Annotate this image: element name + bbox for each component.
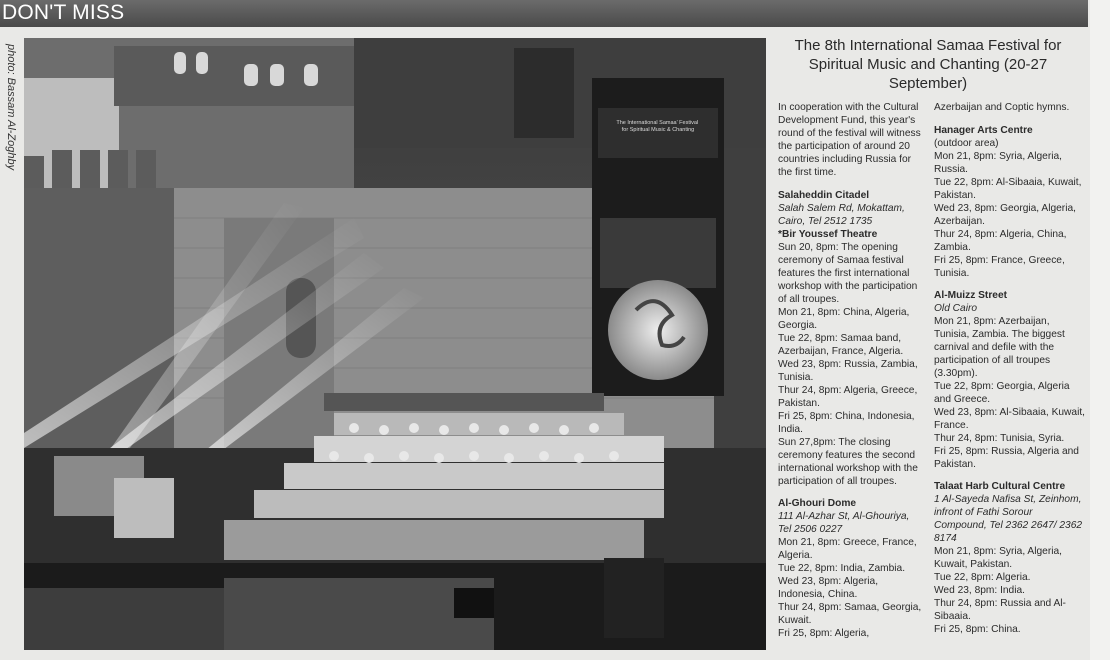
schedule-line: Thur 24, 8pm: Russia and Al-Sibaaia. bbox=[934, 598, 1066, 622]
schedule-line: Tue 22, 8pm: Al-Sibaaia, Kuwait, Pakistan. bbox=[934, 177, 1082, 201]
venue-salaheddin bbox=[778, 189, 925, 488]
schedule-line: Fri 25, 8pm: Russia, Algeria and Pakistan. bbox=[934, 446, 1079, 470]
schedule-line: Tue 22, 8pm: India, Zambia. bbox=[778, 563, 906, 574]
venue-al-ghouri bbox=[778, 497, 925, 640]
article-column-1 bbox=[778, 101, 925, 649]
page-edge bbox=[1090, 0, 1110, 660]
schedule-line: Mon 21, 8pm: Syria, Algeria, Kuwait, Pakistan. bbox=[934, 546, 1062, 570]
venue-name: Talaat Harb Cultural Centre bbox=[934, 481, 1066, 492]
venue-address: Salah Salem Rd, Mokattam, Cairo, Tel 2512 1735 bbox=[778, 203, 905, 227]
venue-talaat-harb bbox=[934, 480, 1086, 636]
venue-address: (outdoor area) bbox=[934, 138, 999, 149]
schedule-line: Mon 21, 8pm: Azerbaijan, Tunisia, Zambia. The biggest carnival and defile with the participation of all troupes (3.30pm). bbox=[934, 316, 1065, 379]
photo-credit-text: photo: Bassam Al-Zoghby bbox=[5, 44, 17, 171]
schedule-line: Mon 21, 8pm: China, Algeria, Georgia. bbox=[778, 307, 910, 331]
schedule-line: Wed 23, 8pm: Algeria, Indonesia, China. bbox=[778, 576, 879, 600]
schedule-line: Mon 21, 8pm: Greece, France, Algeria. bbox=[778, 537, 917, 561]
festival-banner bbox=[592, 78, 724, 396]
schedule-line: Sun 27,8pm: The closing ceremony features the second international workshop with the participation of all troupes. bbox=[778, 437, 918, 487]
schedule-line: Mon 21, 8pm: Syria, Algeria, Russia. bbox=[934, 151, 1062, 175]
schedule-line: Fri 25, 8pm: China. bbox=[934, 624, 1021, 635]
venue-hanager bbox=[934, 124, 1086, 280]
venue-subtitle: *Bir Youssef Theatre bbox=[778, 229, 878, 240]
schedule-line: Tue 22, 8pm: Algeria. bbox=[934, 572, 1031, 583]
schedule-line: Tue 22, 8pm: Georgia, Algeria and Greece. bbox=[934, 381, 1070, 405]
schedule-line: Wed 23, 8pm: Georgia, Algeria, Azerbaijan. bbox=[934, 203, 1076, 227]
schedule-line: Fri 25, 8pm: Algeria, bbox=[778, 628, 870, 639]
svg-text:The International Samaa' Festi: The International Samaa' Festival for Spiritual Music & Chanting bbox=[616, 120, 699, 133]
schedule-line: Thur 24, 8pm: Samaa, Georgia, Kuwait. bbox=[778, 602, 922, 626]
schedule-line: Thur 24, 8pm: Tunisia, Syria. bbox=[934, 433, 1065, 444]
venue-al-muizz bbox=[934, 289, 1086, 471]
venue-name: Hanager Arts Centre bbox=[934, 125, 1033, 136]
venue-name: Salaheddin Citadel bbox=[778, 190, 870, 201]
continuation-text: Azerbaijan and Coptic hymns. bbox=[934, 102, 1070, 113]
schedule-line: Wed 23, 8pm: Al-Sibaaia, Kuwait, France. bbox=[934, 407, 1086, 431]
schedule-line: Wed 23, 8pm: Russia, Zambia, Tunisia. bbox=[778, 359, 918, 383]
festival-photo bbox=[24, 38, 766, 650]
venue-address: Old Cairo bbox=[934, 303, 978, 314]
schedule-line: Wed 23, 8pm: India. bbox=[934, 585, 1025, 596]
schedule-line: Sun 20, 8pm: The opening ceremony of Samaa festival features the first international workshop with the participation of all troupes. bbox=[778, 242, 918, 305]
article-headline: The 8th International Samaa Festival for Spiritual Music and Chanting (20-27 September) bbox=[794, 37, 1062, 92]
venue-address: 1 Al-Sayeda Nafisa St, Zeinhom, infront of Fathi Sorour Compound, Tel 2362 2647/ 2362 8174 bbox=[934, 494, 1083, 544]
schedule-line: Thur 24, 8pm: Algeria, China, Zambia. bbox=[934, 229, 1067, 253]
schedule-line: Fri 25, 8pm: China, Indonesia, India. bbox=[778, 411, 915, 435]
schedule-line: Fri 25, 8pm: France, Greece, Tunisia. bbox=[934, 255, 1065, 279]
article bbox=[770, 30, 1088, 650]
venue-name: Al-Ghouri Dome bbox=[778, 498, 857, 509]
section-header bbox=[0, 0, 1088, 27]
venue-name: Al-Muizz Street bbox=[934, 290, 1008, 301]
schedule-line: Thur 24, 8pm: Algeria, Greece, Pakistan. bbox=[778, 385, 918, 409]
article-column-2 bbox=[934, 101, 1086, 645]
photo-credit bbox=[4, 44, 20, 254]
schedule-line: Tue 22, 8pm: Samaa band, Azerbaijan, France, Algeria. bbox=[778, 333, 904, 357]
festival-photo-illustration bbox=[24, 38, 766, 650]
article-intro: In cooperation with the Cultural Development Fund, this year's round of the festival will witness the participation of around 20 countries including Russia for the first time. bbox=[778, 102, 921, 178]
section-title: DON'T MISS bbox=[2, 1, 125, 24]
venue-address: 111 Al-Azhar St, Al-Ghouriya, Tel 2506 0227 bbox=[778, 511, 910, 535]
